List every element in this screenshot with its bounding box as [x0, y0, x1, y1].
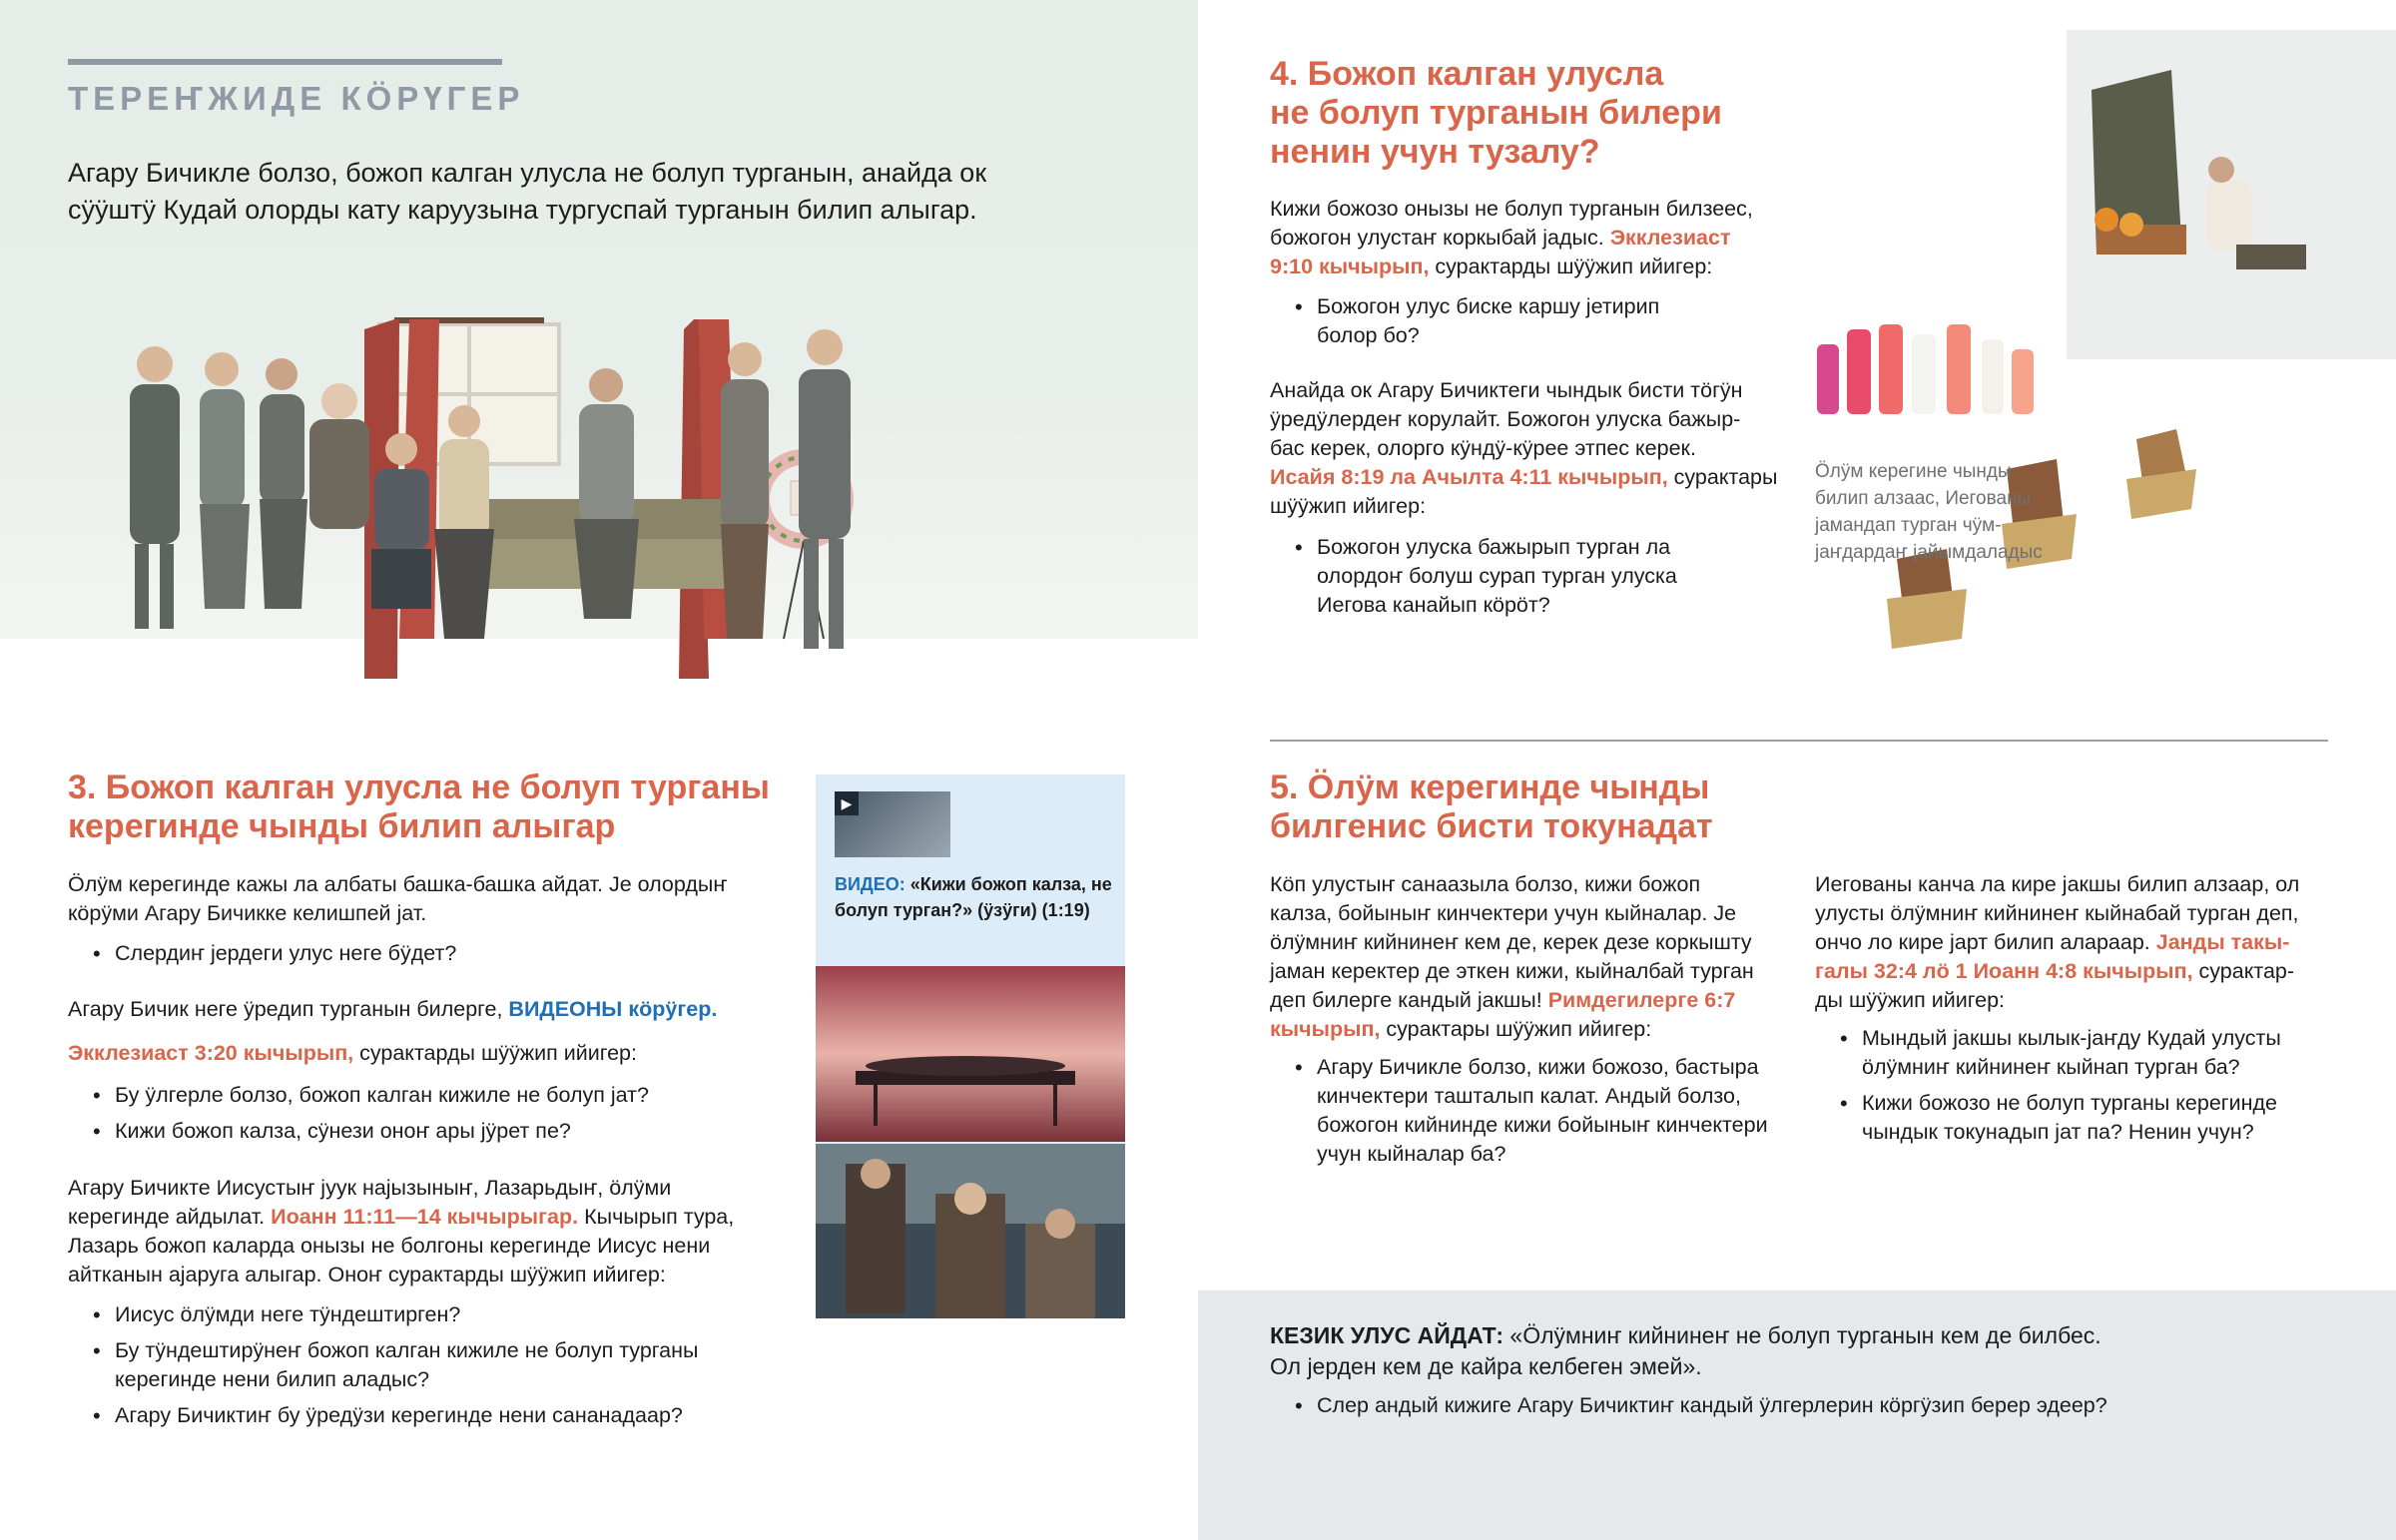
section3-paragraph-3: Экклезиаст 3:20 кычырып, сурактарды шӱӱжип ийигер: [68, 1041, 637, 1065]
play-icon[interactable]: ▶ [835, 791, 859, 815]
scripture-reference[interactable]: Экклезиаст [1609, 226, 1731, 250]
some-say-questions [1270, 1391, 2348, 1427]
section3-question-list-1 [68, 939, 767, 975]
question: • Кижи божозо не болуп турганы керегинде чындык токунадып јат па? Ненин учун? [1815, 1089, 2284, 1147]
question: • Слердиҥ јердеги улус неге бӱдет? [68, 939, 767, 968]
grieving-people-image [816, 1144, 1125, 1318]
scripture-reference[interactable]: Римдегилерге 6:7 [1547, 988, 1736, 1012]
hospital-bed-image [816, 966, 1125, 1142]
question: • Агару Бичикле болзо, кижи божозо, бастыра кинчектери ташталып калат. Андый болзо, божогон кийнинде кижи бойыныҥ кинчектери учун кыйналар ба? [1270, 1053, 1769, 1169]
question: • Божогон улуска бажырып турган ла олордоҥ болуш сурап турган улуска Иегова канайып кӧрӧт? [1270, 533, 1729, 620]
question: • Мындый јакшы кылык-јаҥду Кудай улусты ӧлӱмниҥ кийнинеҥ кыйнап турган ба? [1815, 1024, 2284, 1082]
some-say-quote: КЕЗИК УЛУС АЙДАТ: «Ӧлӱмниҥ кийнинеҥ не болуп турганын кем де билбес. Ол јерден кем де кайра келбеген эмей». [1270, 1322, 2101, 1379]
section5-heading: 5. Ӧлӱм керегинде чынды билгенис бисти токунадат [1270, 769, 1713, 845]
section4-question-list-2 [1270, 533, 1729, 627]
section5-column1-questions [1270, 1053, 1769, 1176]
section3-question-list-2 [68, 1081, 787, 1153]
section4-paragraph-1: Кижи божозо онызы не болуп турганын билзеес, божогон улустаҥ коркыбай јадыс. Экклезиаст 9:10 кычырып, сурактарды шӱӱжип ийигер: [1270, 197, 1753, 278]
question: • Агару Бичиктиҥ бу ӱредӱзи керегинде нени сананадаар? [68, 1401, 767, 1430]
section4-question-list-1 [1270, 292, 1719, 357]
question: • Слер андый кижиге Агару Бичиктиҥ кандый ӱлгерлерин кӧргӱзип берер эдеер? [1270, 1391, 2348, 1420]
question: • Кижи божоп калза, сӱнези оноҥ ары јӱрет пе? [68, 1117, 787, 1146]
funeral-scene-illustration [110, 309, 1058, 709]
section5-column2-questions [1815, 1024, 2284, 1154]
section5-column2-paragraph: Иегованы канча ла кире јакшы билип алзаар, ол улусты ӧлӱмниҥ кийнинеҥ кыйнабай турган деп, ончо ло кире јарт билип алараар. Јанды такы- галы 32:4 лӧ 1 Иоанн 4:8 кычырып, сурактар- ды шӱӱжип ийигер: [1815, 872, 2300, 1012]
page-title: ТЕРЕҤЖИДЕ КӦРҮГЕР [68, 80, 525, 117]
question: • Иисус ӧлӱмди неге тӱндештирген? [68, 1300, 767, 1329]
scripture-reference[interactable]: Исайя 8:19 ла Ачылта 4:11 кычырып, [1270, 465, 1668, 489]
section3-paragraph-1: Ӧлӱм керегинде кажы ла албаты башка-башка айдат. Јe олордыҥ кӧрӱми Агару Бичикке келишпей јат. [68, 872, 728, 925]
scripture-reference[interactable]: Јанды такы- [2155, 930, 2290, 954]
section3-heading: 3. Божоп калган улусла не болуп турганы керегинде чынды билип алыгар [68, 769, 770, 845]
scripture-reference[interactable]: 9:10 кычырып, [1270, 255, 1430, 278]
section4-paragraph-2: Анайда ок Агару Бичиктеги чындык бисти тӧгӱн ӱредӱлердеҥ корулайт. Божогон улуска бажыр- бас керек, олорго кӱндӱ-кӱрее этпес керек. Исайя 8:19 ла Ачылта 4:11 кычырып, сурактары шӱӱжип ийигер: [1270, 378, 1778, 518]
some-say-label: КЕЗИК УЛУС АЙДАТ: [1270, 1322, 1504, 1348]
section3-paragraph-4: Агару Бичикте Иисустыҥ јуук најызыныҥ, Лазарьдыҥ, ӧлӱми керегинде айдылат. Иоанн 11:11—14 кычырыгар. Кычырып тура, Лазарь божоп каларда онызы не болгоны керегинде Иисус нени айтканын ајаруга алыгар. Оноҥ сурактарды шӱӱжип ийигер: [68, 1176, 735, 1286]
scripture-reference[interactable]: галы 32:4 лӧ 1 Иоанн 4:8 кычырып, [1815, 959, 2193, 983]
video-link[interactable]: ВИДЕОНЫ кӧрӱгер. [508, 997, 718, 1021]
section3-paragraph-2: Агару Бичик неге ӱредип турганын билерге, ВИДЕОНЫ кӧрӱгер. [68, 997, 718, 1021]
intro-text: Агару Бичикле болзо, божоп калган улусла не болуп турганын, анайда ок сӱӱштӱ Кудай олорды кату каруузына тургуспай турганын билип алыгар. [68, 158, 987, 225]
section4-heading: 4. Божоп калган улусла не болуп турганын билери ненин учун тузалу? [1270, 55, 1722, 171]
section3-question-list-3 [68, 1300, 767, 1437]
scripture-reference[interactable]: Иоанн 11:11—14 кычырыгар. [271, 1205, 579, 1229]
video-caption[interactable]: ВИДЕО: «Кижи божоп калза, не болуп турган?» (ӱзӱги) (1:19) [835, 874, 1112, 920]
religious-ceremony-illustration [1797, 30, 2396, 689]
scripture-reference[interactable]: кычырып, [1270, 1017, 1381, 1041]
section5-column1-paragraph: Кӧп улустыҥ санаазыла болзо, кижи божоп калза, бойыныҥ кинчектери учун кыйналар. Јe ӧлӱмниҥ кийнинеҥ кем де, керек дезе коркышту јаман керектер де эткен кижи, кыйналбай турган деп билерге кандый јакшы! Римдегилерге 6:7 кычырып, сурактары шӱӱжип ийигер: [1270, 872, 1754, 1041]
illustration-caption: Ӧлӱм керегине чынды билип алзаас, Иегованы јамандап турган чӱм-јаҥдардаҥ јайымдаладыс [1815, 461, 2043, 563]
question: • Бу ӱлгерле болзо, божоп калган кижиле не болуп јат? [68, 1081, 787, 1110]
title-rule [68, 59, 502, 65]
scripture-reference[interactable]: Экклезиаст 3:20 кычырып, [68, 1041, 354, 1065]
section-divider [1270, 740, 2328, 742]
question: • Божогон улус биске каршу јетирип болор бо? [1270, 292, 1719, 350]
question: • Бу тӱндештирӱнеҥ божоп калган кижиле не болуп турганы керегинде нени билип аладыс? [68, 1336, 767, 1394]
